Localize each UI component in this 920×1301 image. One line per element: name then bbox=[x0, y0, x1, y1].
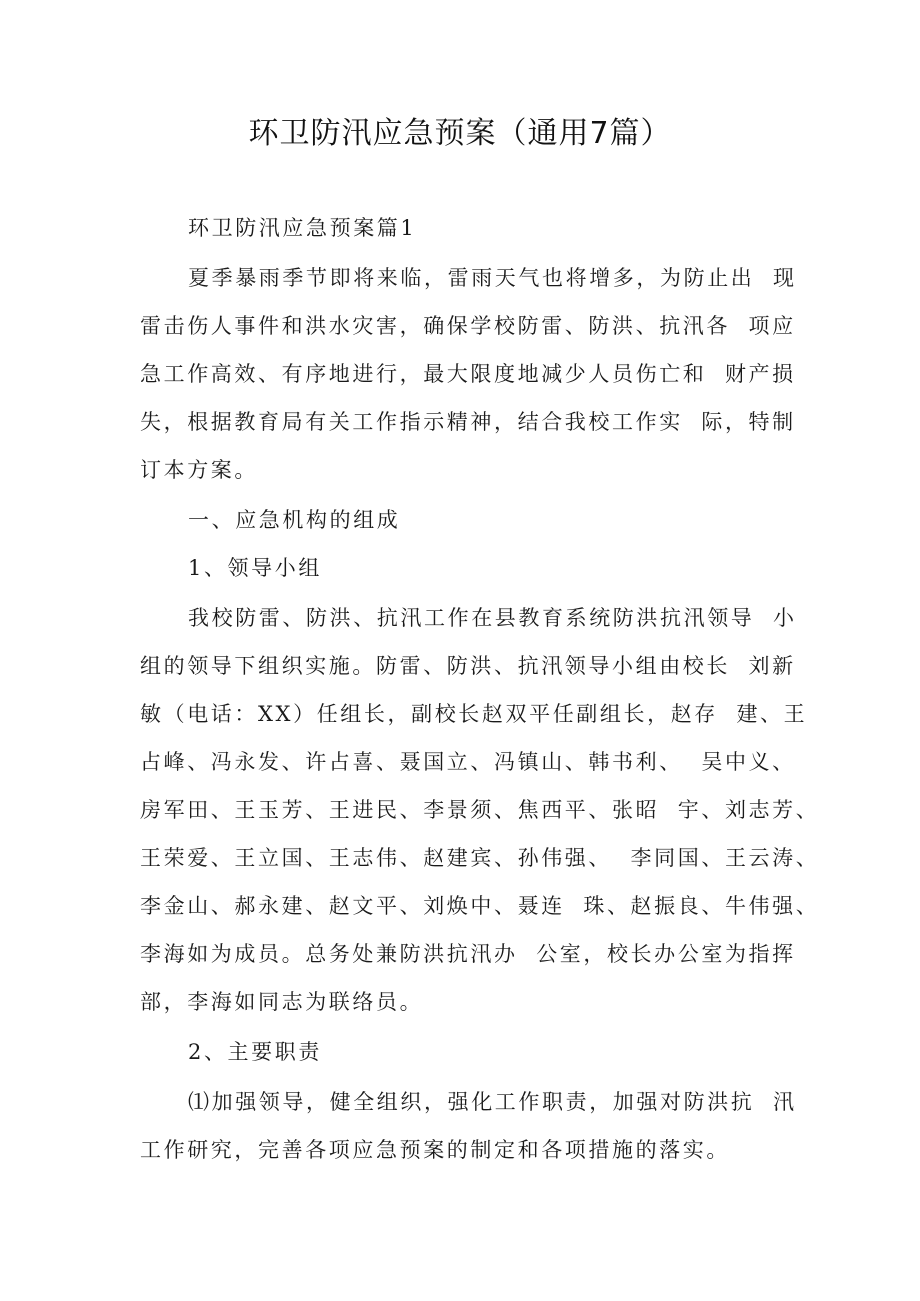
paragraph-line: 工作研究，完善各项应急预案的制定和各项措施的落实。 bbox=[140, 1138, 730, 1162]
heading-organization: 一、应急机构的组成 bbox=[188, 508, 401, 532]
subheading-main-duties: 2、主要职责 bbox=[188, 1040, 322, 1064]
page-title: 环卫防汛应急预案（通用7篇） bbox=[248, 116, 672, 151]
paragraph-line: 部，李海如同志为联络员。 bbox=[140, 990, 424, 1014]
subheading-leadership-group: 1、领导小组 bbox=[188, 556, 322, 580]
paragraph-line: ⑴加强领导，健全组织，强化工作职责，加强对防洪抗 汛 bbox=[188, 1090, 797, 1114]
paragraph-line: 组的领导下组织实施。防雷、防洪、抗汛领导小组由校长 刘新 bbox=[140, 654, 796, 678]
paragraph-line: 雷击伤人事件和洪水灾害，确保学校防雷、防洪、抗汛各 项应 bbox=[140, 314, 796, 338]
paragraph-line: 占峰、冯永发、许占喜、聂国立、冯镇山、韩书利、 吴中义、 bbox=[140, 750, 796, 774]
section-heading: 环卫防汛应急预案篇1 bbox=[188, 216, 417, 240]
paragraph-line: 王荣爱、王立国、王志伟、赵建宾、孙伟强、 李同国、王云涛、 bbox=[140, 846, 820, 870]
paragraph-line: 订本方案。 bbox=[140, 458, 258, 482]
paragraph-line: 我校防雷、防洪、抗汛工作在县教育系统防洪抗汛领导 小 bbox=[188, 606, 797, 630]
paragraph-line: 房军田、王玉芳、王进民、李景须、焦西平、张昭 宇、刘志芳、 bbox=[140, 798, 820, 822]
paragraph-line: 李金山、郝永建、赵文平、刘焕中、聂连 珠、赵振良、牛伟强、 bbox=[140, 894, 820, 918]
paragraph-line: 夏季暴雨季节即将来临，雷雨天气也将增多，为防止出 现 bbox=[188, 266, 797, 290]
paragraph-line: 失，根据教育局有关工作指示精神，结合我校工作实 际，特制 bbox=[140, 410, 796, 434]
paragraph-line: 李海如为成员。总务处兼防洪抗汛办 公室，校长办公室为指挥 bbox=[140, 942, 796, 966]
paragraph-line: 急工作高效、有序地进行，最大限度地减少人员伤亡和 财产损 bbox=[140, 362, 796, 386]
paragraph-line: 敏（电话：XX）任组长，副校长赵双平任副组长，赵存 建、王 bbox=[140, 702, 808, 726]
